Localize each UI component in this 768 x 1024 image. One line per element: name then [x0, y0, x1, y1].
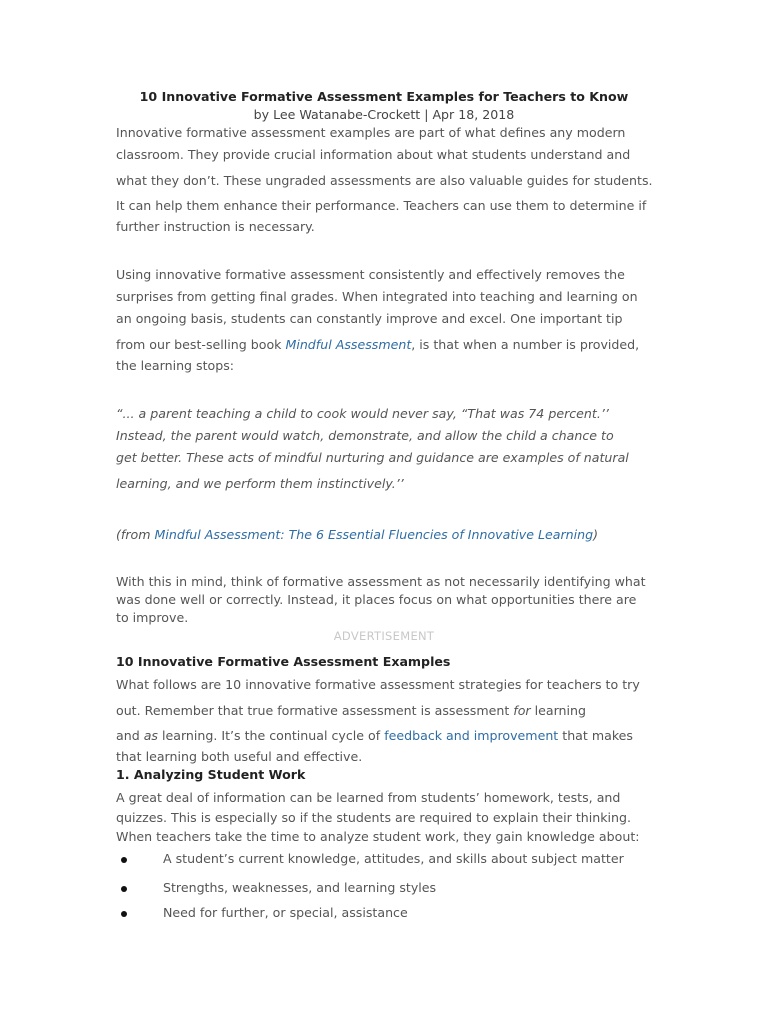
- bullet-icon: [121, 911, 127, 917]
- paragraph-line: was done well or correctly. Instead, it places focus on what opportunities there are: [116, 592, 637, 607]
- sub-heading: 1. Analyzing Student Work: [116, 767, 306, 782]
- paragraph-line: [116, 337, 656, 353]
- source-prefix: (from: [116, 527, 155, 542]
- paragraph-line: an ongoing basis, students can constantly improve and excel. One important tip: [116, 311, 623, 326]
- quote-line: get better. These acts of mindful nurturing and guidance are examples of natural: [116, 450, 629, 465]
- emphasis-text: as: [143, 728, 158, 743]
- section-heading: 10 Innovative Formative Assessment Examples: [116, 654, 451, 669]
- book-link[interactable]: Mindful Assessment: [285, 337, 412, 352]
- intro-line: further instruction is necessary.: [116, 219, 315, 234]
- quote-line: Instead, the parent would watch, demonstrate, and allow the child a chance to: [116, 428, 614, 443]
- source-suffix: ): [593, 527, 599, 542]
- bullet-item: Need for further, or special, assistance: [163, 905, 408, 920]
- byline: by Lee Watanabe-Crockett | Apr 18, 2018: [253, 107, 515, 122]
- quote-line: “... a parent teaching a child to cook would never say, “That was 74 percent.’’: [116, 406, 609, 421]
- bullet-icon: [121, 886, 127, 892]
- paragraph-line: Using innovative formative assessment consistently and effectively removes the: [116, 267, 625, 282]
- intro-line: Innovative formative assessment examples are part of what defines any modern: [116, 125, 626, 140]
- quote-line: learning, and we perform them instinctively.’’: [116, 476, 404, 491]
- paragraph-line: A great deal of information can be learned from students’ homework, tests, and: [116, 790, 621, 805]
- paragraph-line: When teachers take the time to analyze student work, they gain knowledge about:: [116, 829, 640, 844]
- paragraph-line: [116, 703, 656, 719]
- intro-line: classroom. They provide crucial information about what students understand and: [116, 147, 631, 162]
- paragraph-line: quizzes. This is especially so if the students are required to explain their thinking.: [116, 810, 632, 825]
- paragraph-line: the learning stops:: [116, 358, 235, 373]
- feedback-link[interactable]: feedback and improvement: [384, 728, 559, 743]
- paragraph-line: What follows are 10 innovative formative assessment strategies for teachers to try: [116, 677, 640, 692]
- paragraph-text: , is that when a number is provided,: [411, 337, 640, 352]
- quote-source: [116, 527, 656, 543]
- bullet-item: Strengths, weaknesses, and learning styles: [163, 880, 437, 895]
- paragraph-text: out. Remember that true formative assessment is assessment: [116, 703, 514, 718]
- source-link[interactable]: Mindful Assessment: The 6 Essential Fluencies of Innovative Learning: [154, 527, 594, 542]
- paragraph-text: and: [116, 728, 144, 743]
- paragraph-line: [116, 728, 656, 744]
- paragraph-line: surprises from getting final grades. When integrated into teaching and learning on: [116, 289, 638, 304]
- paragraph-line: that learning both useful and effective.: [116, 749, 363, 764]
- paragraph-line: With this in mind, think of formative assessment as not necessarily identifying what: [116, 574, 646, 589]
- intro-line: It can help them enhance their performance. Teachers can use them to determine if: [116, 198, 647, 213]
- paragraph-text: learning: [530, 703, 586, 718]
- intro-line: what they don’t. These ungraded assessments are also valuable guides for students.: [116, 173, 653, 188]
- paragraph-text: from our best-selling book: [116, 337, 286, 352]
- advertisement-label: ADVERTISEMENT: [333, 629, 435, 643]
- article-title: 10 Innovative Formative Assessment Examples for Teachers to Know: [139, 89, 629, 104]
- paragraph-text: learning. It’s the continual cycle of: [157, 728, 385, 743]
- emphasis-text: for: [513, 703, 531, 718]
- bullet-icon: [121, 857, 127, 863]
- paragraph-text: that makes: [558, 728, 633, 743]
- paragraph-line: to improve.: [116, 610, 189, 625]
- bullet-item: A student’s current knowledge, attitudes, and skills about subject matter: [163, 851, 624, 866]
